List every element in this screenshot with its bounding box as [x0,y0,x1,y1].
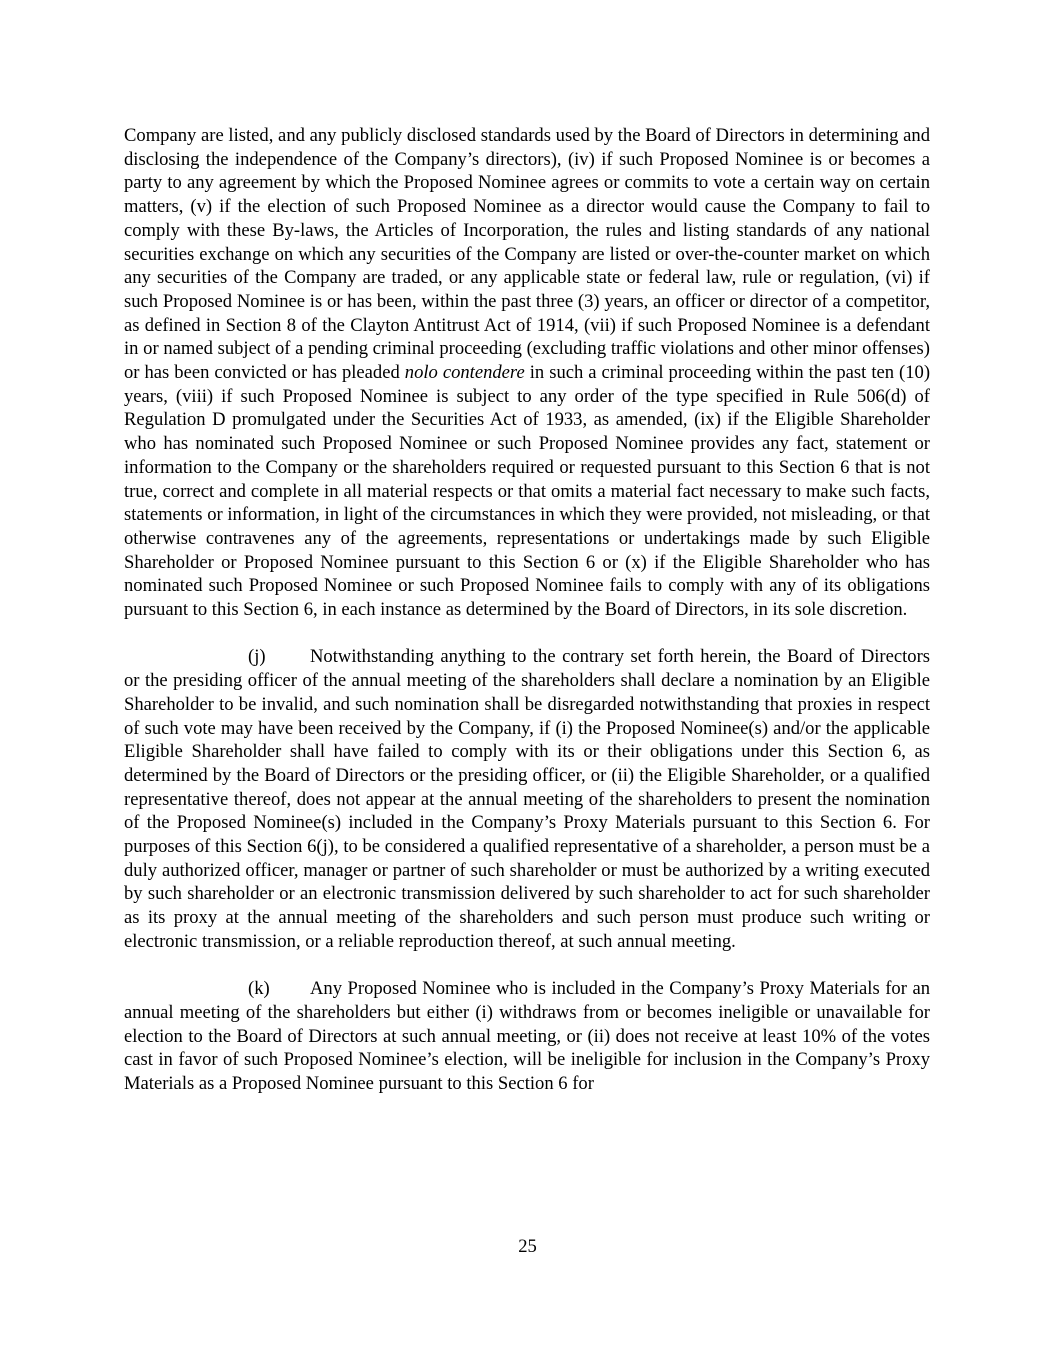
page-number: 25 [518,1236,537,1257]
paragraph-i-italic-term: nolo contendere [404,362,525,384]
paragraph-i-continued [124,124,930,622]
paragraph-k-text: Any Proposed Nominee who is included in the Company’s Proxy Materials for an annual meeting of the shareholders but either (i) withdraws from or becomes ineligible or unavailable for election to the Board of Directors at such annual meeting, or (ii) does not receive at least 10% of the votes cast in favor of such Proposed Nominee’s election, will be ineligible for inclusion in the Company’s Proxy Materials as a Proposed Nominee pursuant to this Section 6 for [124,978,930,1095]
paragraph-i-text-start: Company are listed, and any publicly disclosed standards used by the Board of Directors in determining and disclosing the independence of the Company’s directors), (iv) if such Proposed Nominee is or becomes a party to any agreement by which the Proposed Nominee agrees or commits to vote a certain way on certain matters, (v) if the election of such Proposed Nominee as a director would cause the Company to fail to comply with these By-laws, the Articles of Incorporation, the rules and listing standards of any national securities exchange on which any securities of the Company are listed or over-the-counter market on which any securities of the Company are traded, or any applicable state or federal law, rule or regulation, (vi) if such Proposed Nominee is or has been, within the past three (3) years, an officer or director of a competitor, as defined in Section 8 of the Clayton Antitrust Act of 1914, (vii) if such Proposed Nominee is a defendant in or named subject of a pending criminal proceeding (excluding traffic violations and other minor offenses) or has been convicted or has pleaded [124,125,930,384]
paragraph-j [124,645,930,953]
paragraph-k-marker: (k) [248,978,270,1000]
paragraph-k [124,977,930,1096]
document-page [124,124,930,1119]
paragraph-j-marker: (j) [248,646,266,668]
paragraph-j-text: Notwithstanding anything to the contrary set forth herein, the Board of Directors or the presiding officer of the annual meeting of the shareholders shall declare a nomination by an Eligible Shareholder to be invalid, and such nomination shall be disregarded notwithstanding that proxies in respect of such vote may have been received by the Company, if (i) the Proposed Nominee(s) and/or the applicable Eligible Shareholder shall have failed to comply with its or their obligations under this Section 6, as determined by the Board of Directors or the presiding officer, or (ii) the Eligible Shareholder, or a qualified representative thereof, does not appear at the annual meeting of the shareholders to present the nomination of the Proposed Nominee(s) included in the Company’s Proxy Materials pursuant to this Section 6. For purposes of this Section 6(j), to be considered a qualified representative of a shareholder, a person must be a duly authorized officer, manager or partner of such shareholder or must be authorized by a writing executed by such shareholder or an electronic transmission delivered by such shareholder to act for such shareholder as its proxy at the annual meeting of the shareholders and such person must produce such writing or electronic transmission, or a reliable reproduction thereof, at such annual meeting. [124,646,930,952]
paragraph-i-text-end: in such a criminal proceeding within the past ten (10) years, (viii) if such Proposed Nominee is subject to any order of the type specified in Rule 506(d) of Regulation D promulgated under the Securities Act of 1933, as amended, (ix) if the Eligible Shareholder who has nominated such Proposed Nominee or such Proposed Nominee provides any fact, statement or information to the Company or the shareholders required or requested pursuant to this Section 6 that is not true, correct and complete in all material respects or that omits a material fact necessary to make such facts, statements or information, in light of the circumstances in which they were provided, not misleading, or that otherwise contravenes any of the agreements, representations or undertakings made by such Eligible Shareholder or Proposed Nominee pursuant to this Section 6 or (x) if the Eligible Shareholder who has nominated such Proposed Nominee or such Proposed Nominee fails to comply with any of its obligations pursuant to this Section 6, in each instance as determined by the Board of Directors, in its sole discretion. [124,362,931,621]
